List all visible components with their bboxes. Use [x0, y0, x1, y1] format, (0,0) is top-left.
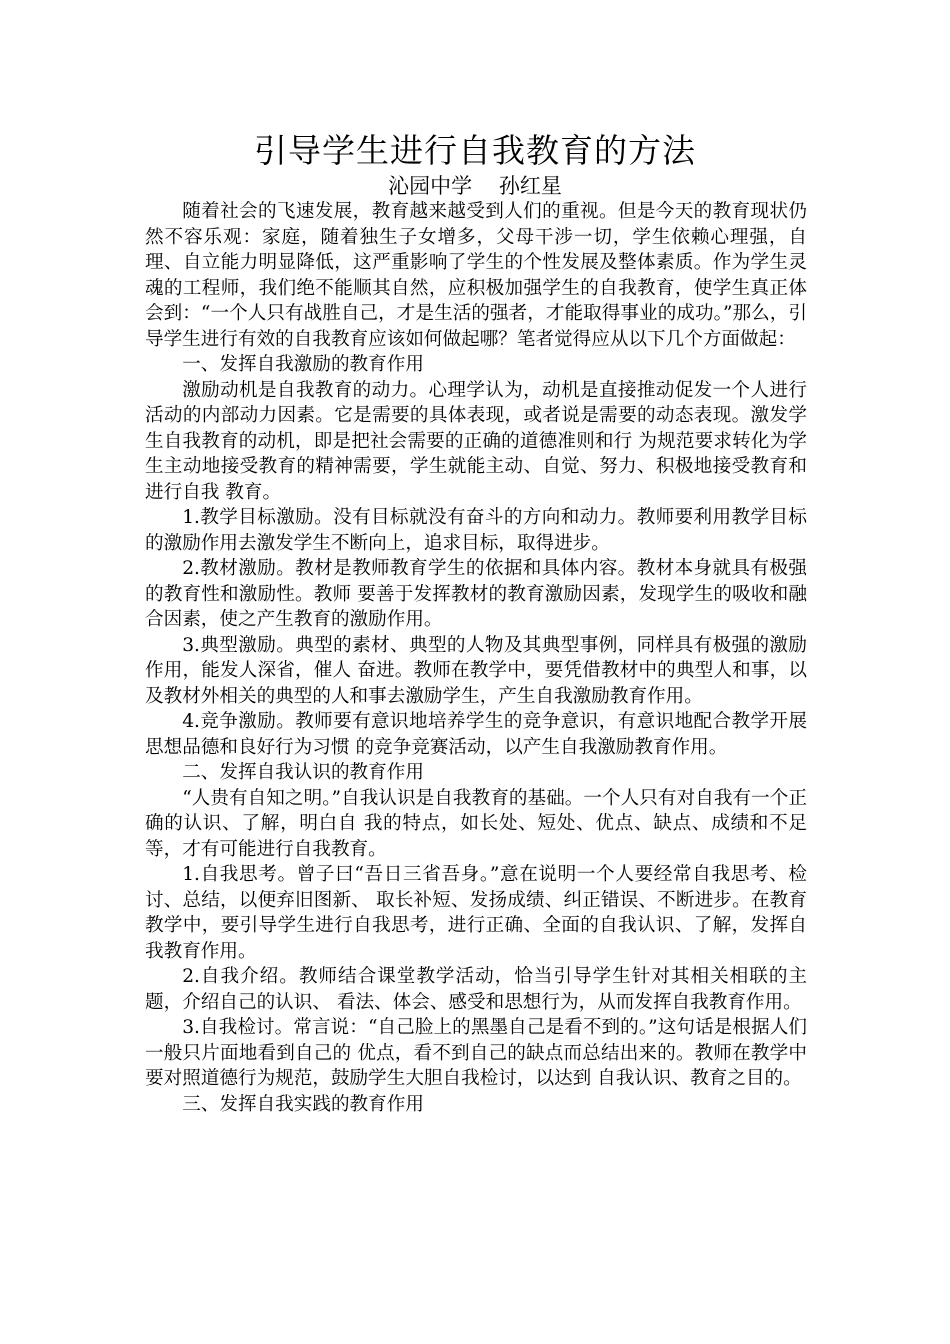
section-heading-1: 一、发挥自我激励的教育作用 — [182, 354, 424, 375]
paragraph: 2.教材激励。教材是教师教育学生的依据和具体内容。教材本身就具有极强的教育性和激励性。教师 要善于发挥教材的教育激励因素，发现学生的吸收和融合因素，使之产生教育的激励作用。 — [145, 558, 807, 630]
paragraph: 4.竞争激励。教师要有意识地培养学生的竞争意识，有意识地配合教学开展思想品德和良好行为习惯 的竞争竞赛活动，以产生自我激励教育作用。 — [145, 711, 807, 758]
paragraph-intro: 随着社会的飞速发展，教育越来越受到人们的重视。但是今天的教育现状仍然不容乐观：家庭，随着独生子女增多，父母干涉一切，学生依赖心理强，自理、自立能力明显降低，这严重影响了学生的个性发展及整体素质。作为学生灵魂的工程师，我们绝不能顺其自然，应积极加强学生的自我教育，使学生真正体会到：“一个人只有战胜自己，才是生活的强者，才能取得事业的成功。”那么，引导学生进行有效的自我教育应该如何做起哪？笔者觉得应从以下几个方面做起： — [145, 201, 807, 350]
paragraph: 2.自我介绍。教师结合课堂教学活动，恰当引导学生针对其相关相联的主题，介绍自己的认识、 看法、体会、感受和思想行为，从而发挥自我教育作用。 — [145, 966, 807, 1013]
paragraph: 3.典型激励。典型的素材、典型的人物及其典型事例，同样具有极强的激励作用，能发人深省，催人 奋进。教师在教学中，要凭借教材中的典型人和事，以及教材外相关的典型的人和事去激励学生，产生自我激励教育作用。 — [145, 634, 807, 707]
document-author: 沁园中学 孙红星 — [388, 174, 562, 198]
paragraph: 激励动机是自我教育的动力。心理学认为，动机是直接推动促发一个人进行活动的内部动力因素。它是需要的具体表现，或者说是需要的动态表现。激发学生自我教育的动机，即是把社会需要的正确的道德准则和行 为规范要求转化为学生主动地接受教育的精神需要，学生就能主动、自觉、努力、积极地接受教育和进行自我 教育。 — [145, 379, 807, 503]
paragraph: 1.教学目标激励。没有目标就没有奋斗的方向和动力。教师要利用教学目标的激励作用去激发学生不断向上，追求目标，取得进步。 — [145, 507, 807, 554]
section-heading-2: 二、发挥自我认识的教育作用 — [182, 762, 424, 783]
paragraph: 3.自我检讨。常言说：“自己脸上的黑墨自己是看不到的。”这句话是根据人们一般只片面地看到自己的 优点，看不到自己的缺点而总结出来的。教师在教学中要对照道德行为规范，鼓励学生大胆自我检讨，以达到 自我认识、教育之目的。 — [145, 1017, 807, 1089]
document-title: 引导学生进行自我教育的方法 — [254, 131, 696, 170]
paragraph: 1.自我思考。曾子曰“吾日三省吾身。”意在说明一个人要经常自我思考、检讨、总结，以便弃旧图新、 取长补短、发扬成绩、纠正错误、不断进步。在教育教学中，要引导学生进行自我思考，进行正确、全面的自我认识、了解，发挥自我教育作用。 — [145, 864, 807, 962]
document-body — [145, 199, 807, 1117]
section-heading-3: 三、发挥自我实践的教育作用 — [182, 1093, 424, 1115]
paragraph: “人贵有自知之明。”自我认识是自我教育的基础。一个人只有对自我有一个正确的认识、了解，明白自 我的特点，如长处、短处、优点、缺点、成绩和不足等，才有可能进行自我教育。 — [145, 787, 807, 860]
